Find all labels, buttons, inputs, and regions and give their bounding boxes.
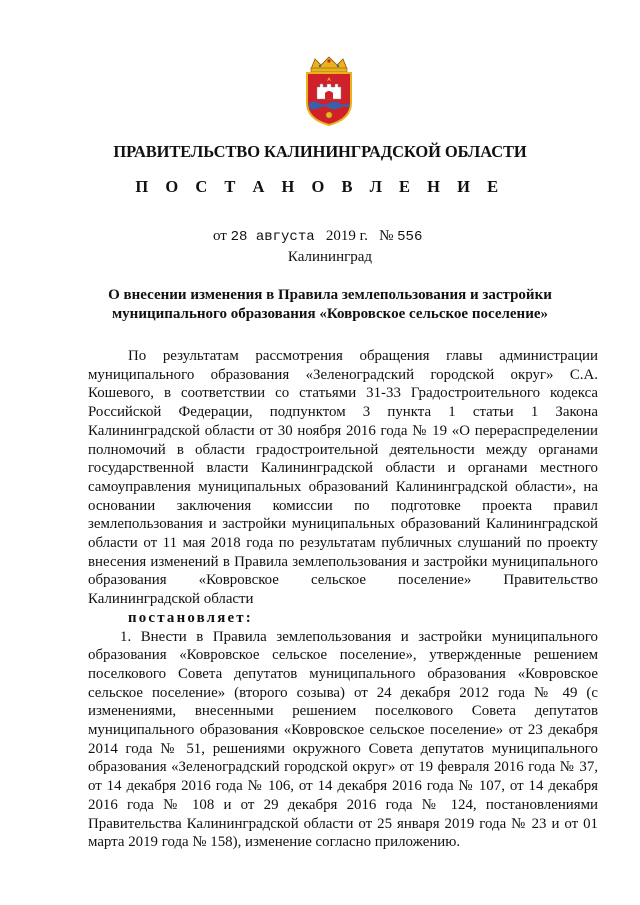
document-date: 28 августа — [230, 229, 315, 245]
document-number: 556 — [397, 229, 423, 245]
city-name: Калининград — [287, 249, 373, 265]
document-type-heading: П О С Т А Н О В Л Е Н И Е — [135, 177, 505, 196]
preamble-paragraph — [88, 347, 598, 628]
government-name: ПРАВИТЕЛЬСТВО КАЛИНИНГРАДСКОЙ ОБЛАСТИ — [113, 142, 527, 161]
date-and-number-line — [213, 228, 422, 245]
resolves-word: постановляет: — [128, 609, 253, 626]
preamble-text: По результатам рассмотрения обращения главы администрации муниципального образования «Зеленоградский городской округ» С.А. Кошевого, в соответствии со статьями 31-33 Градостроительного кодекса Российской Федерации, подпунктом 3 пункта 1 статьи 1 Закона Калининградской области от 30 ноября 2016 года № 19 «О перераспределении полномочий в области градостроительной деятельности между органами государственной власти Калининградской области и органами местного самоуправления муниципальных образований Калининградской области», на основании заключения комиссии по подготовке проекта правил землепользования и застройки муниципальных образований Калининградской области от 11 мая 2018 года по результатам публичных слушаний по проекту внесения изменений в Правила землепользования и застройки муниципального образования «Ковровское сельское поселение» Правительство Калининградской области — [88, 348, 598, 608]
subject-line-1: О внесении изменения в Правила землепользования и застройки — [108, 287, 552, 303]
document-year: 2019 г. — [325, 228, 368, 244]
document-subject — [60, 286, 600, 324]
date-prefix: от — [213, 228, 227, 244]
document-body — [88, 347, 598, 852]
number-sign: № — [379, 228, 394, 244]
subject-line-2: муниципального образования «Ковровское сельское поселение» — [111, 306, 549, 322]
kaliningrad-coat-of-arms-icon — [303, 55, 355, 127]
item-1-paragraph: 1. Внести в Правила землепользования и застройки муниципального образования «Ковровское сельское поселение», утвержденные решением поселкового Совета депутатов муниципального образования «Ковровское сельское поселение» (второго созыва) от 24 декабря 2012 года № 49 (с изменениями, внесенными решением поселкового Совета депутатов муниципального образования «Ковровское сельское поселение» от 23 декабря 2014 года № 51, решениями окружного Совета депутатов муниципального образования «Зеленоградский городской округ» от 19 февраля 2016 года № 37, от 14 декабря 2016 года № 106, от 14 декабря 2016 года № 107, от 14 декабря 2016 года № 108 и от 29 декабря 2016 года № 124, постановлениями Правительства Калининградской области от 25 января 2019 года № 23 и от 01 марта 2019 года № 158), изменение согласно приложению. — [88, 628, 598, 851]
